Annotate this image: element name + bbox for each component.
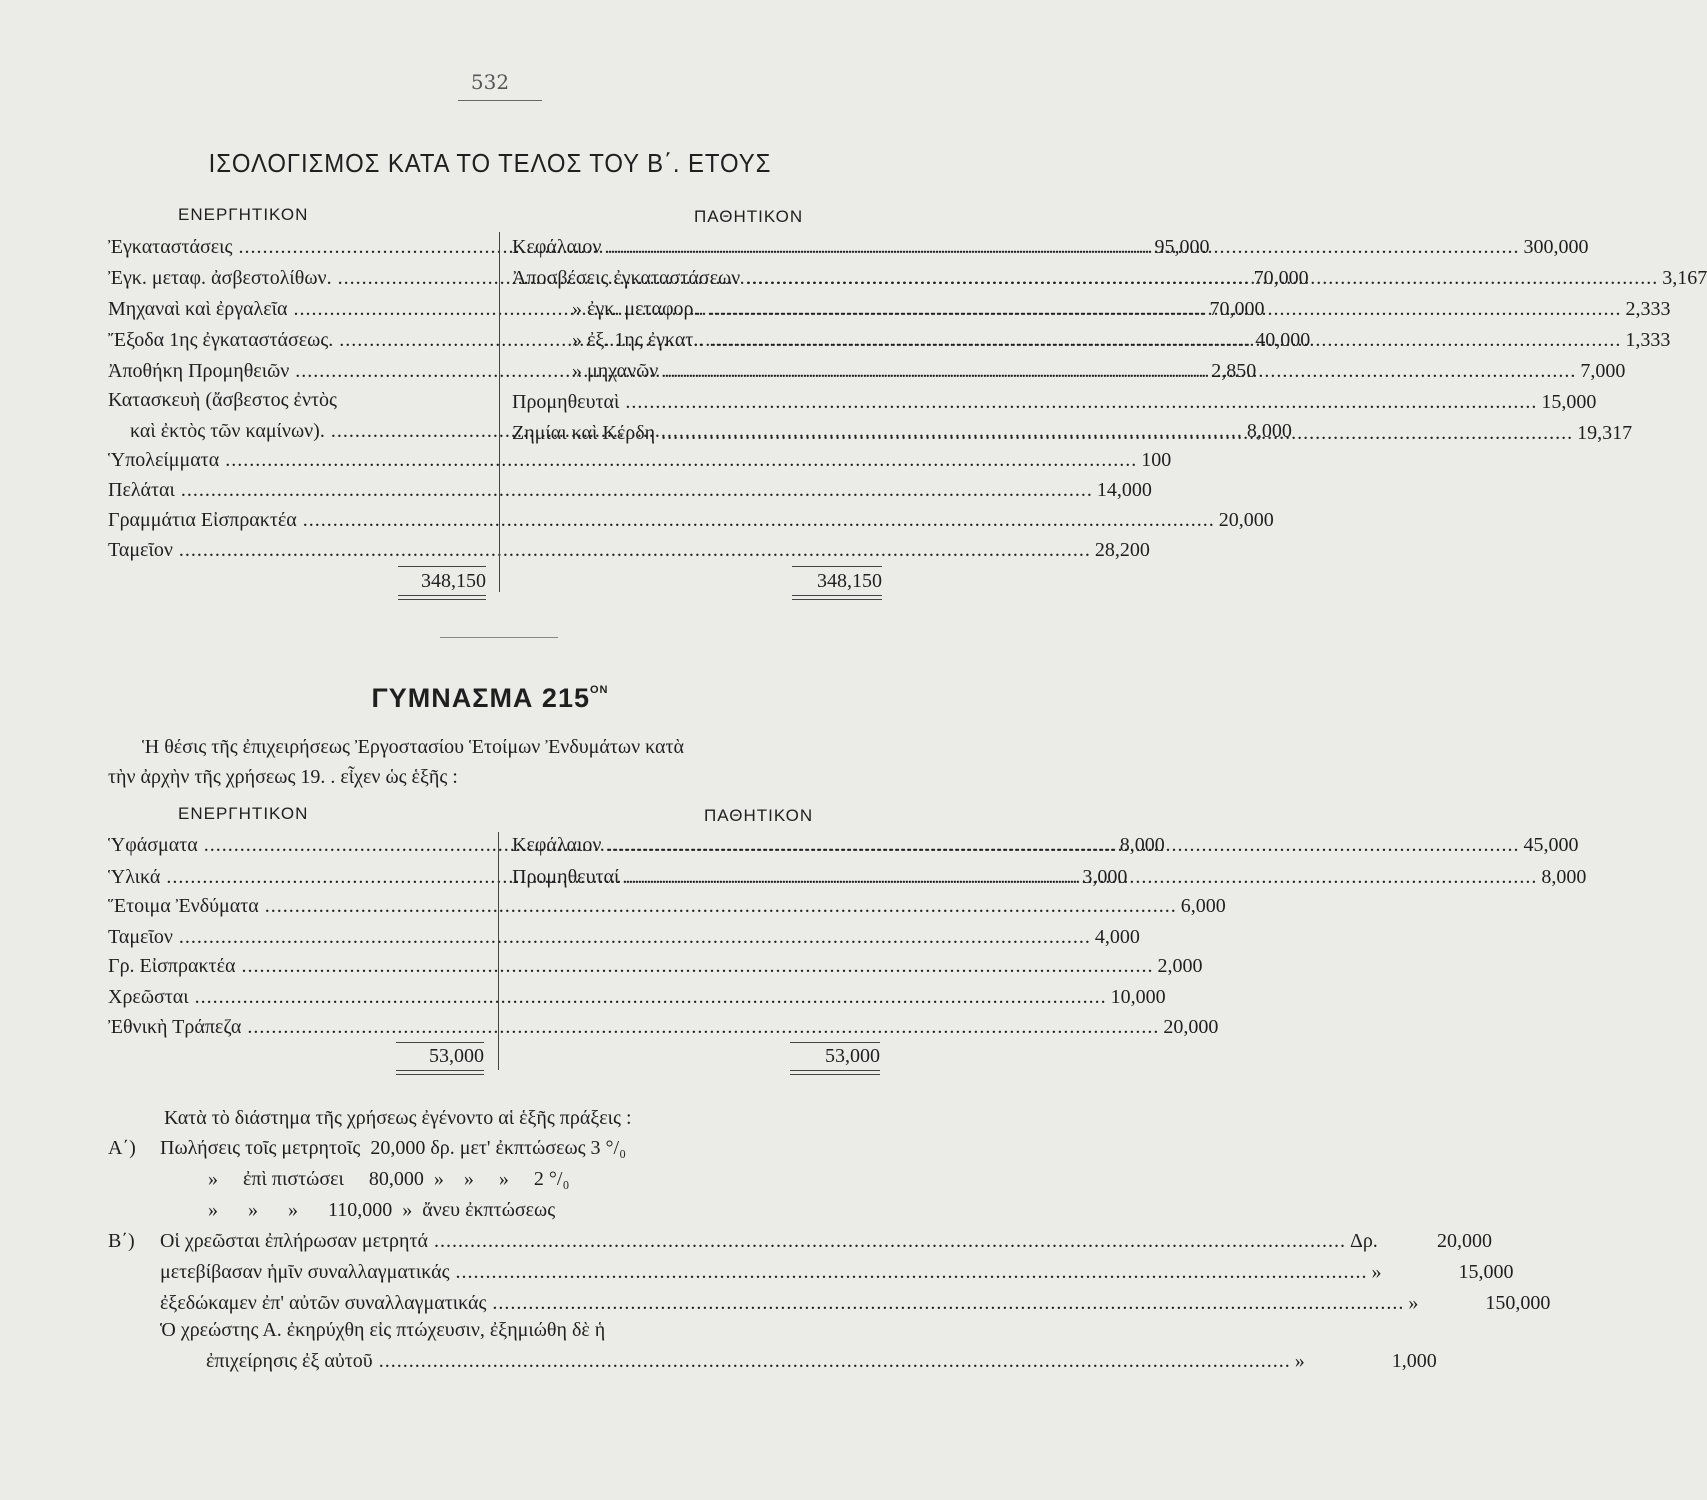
page-number: 532 (470, 70, 510, 94)
list-item: » ἐγκ. μεταφορ.. ..... 2,333 (572, 294, 882, 324)
list-item: Κεφάλαιον ..... 300,000 (512, 232, 882, 262)
opening-assets-total: 53,000 (429, 1045, 484, 1067)
list-item: μετεβίβασαν ἡμῖν συναλλαγματικάς ..... » 15,000 (160, 1257, 878, 1287)
list-item: Ὑπολείμματα ..... 100 (108, 445, 486, 475)
list-item: Ταμεῖον ..... 4,000 (108, 922, 484, 952)
column-divider (498, 832, 499, 1070)
section-a-label: Α΄) (108, 1137, 136, 1159)
list-item: καὶ ἐκτὸς τῶν καμίνων). ..... 8,000 (130, 416, 486, 446)
balance-liabilities-total: 348,150 (817, 570, 882, 592)
list-item: Ἀποθήκη Προμηθειῶν ..... 2,850 (108, 356, 486, 386)
list-item: Γρ. Εἰσπρακτέα ..... 2,000 (108, 951, 484, 981)
balance-assets-header: ΕΝΕΡΓΗΤΙΚΟΝ (178, 205, 309, 224)
opening-liabilities-header: ΠΑΘΗΤΙΚΟΝ (704, 806, 814, 825)
list-item: » μηχανῶν ..... 7,000 (572, 356, 882, 386)
list-item: Πελάται ..... 14,000 (108, 475, 486, 505)
section-b-label: Β΄) (108, 1230, 135, 1252)
total-double-rule (792, 599, 882, 600)
list-item: Ζημίαι καὶ Κέρδη ..... 19,317 (512, 418, 882, 448)
total-double-rule (396, 1070, 484, 1071)
balance-liabilities-header: ΠΑΘΗΤΙΚΟΝ (694, 207, 804, 226)
total-double-rule (790, 1074, 880, 1075)
section-b-text: Ὁ χρεώστης Α. ἐκηρύχθη εἰς πτώχευσιν, ἐξημιώθη δὲ ἡ (160, 1319, 606, 1341)
list-item: Οἱ χρεῶσται ἐπλήρωσαν μετρητά ..... Δρ. 20,000 (160, 1226, 878, 1256)
page-number-rule (458, 100, 542, 101)
list-item: Ἀποσβέσεις ἐγκαταστάσεων ..... 3,167 (512, 263, 882, 293)
total-double-rule (792, 595, 882, 596)
list-item: Κεφάλαιον ..... 45,000 (512, 830, 880, 860)
list-item: ἐπιχείρησις ἐξ αὐτοῦ ..... » 1,000 (206, 1346, 878, 1376)
total-double-rule (398, 595, 486, 596)
exercise-title: ΓΥΜΝΑΣΜΑ $215^{ON}$ (371, 683, 609, 713)
list-item: Ἐγκ. μεταφ. ἀσβεστολίθων. ..... 70,000 (108, 263, 486, 293)
section-a-line: Πωλήσεις τοῖς μετρητοῖς 20,000 δρ. μετ' ἐκπτώσεως 3 °/₀ (160, 1137, 627, 1159)
list-item: Χρεῶσται ..... 10,000 (108, 982, 484, 1012)
balance-title: ΙΣΟΛΟΓΙΣΜΟΣ ΚΑΤΑ ΤΟ ΤΕΛΟΣ ΤΟΥ Β΄. ΕΤΟΥΣ (208, 148, 772, 178)
list-item: Μηχαναὶ καὶ ἐργαλεῖα ..... 70,000 (108, 294, 486, 324)
section-a-line: » ἐπὶ πιστώσει 80,000 » » » 2 °/₀ (208, 1168, 570, 1190)
list-item: ἐξεδώκαμεν ἐπ' αὐτῶν συναλλαγματικάς ..... » 150,000 (160, 1288, 878, 1318)
opening-liabilities-total: 53,000 (825, 1045, 880, 1067)
balance-assets-total: 348,150 (421, 570, 486, 592)
intro-line-1: Ἡ θέσις τῆς ἐπιχειρήσεως Ἐργοστασίου Ἑτοίμων Ἐνδυμάτων κατὰ (142, 736, 685, 758)
total-double-rule (396, 1074, 484, 1075)
list-item-text: Κατασκευὴ (ἄσβεστος ἐντὸς (108, 389, 337, 411)
total-double-rule (790, 1070, 880, 1071)
list-item: Ἐγκαταστάσεις ..... 95,000 (108, 232, 486, 262)
list-item: Ταμεῖον ..... 28,200 (108, 535, 486, 565)
list-item: Ὑλικά ..... 3,000 (108, 862, 484, 892)
operations-intro: Κατὰ τὸ διάστημα τῆς χρήσεως ἐγένοντο αἱ ἑξῆς πράξεις : (164, 1107, 632, 1129)
intro-line-2: τὴν ἀρχὴν τῆς χρήσεως 19. . εἶχεν ὡς ἑξῆς : (108, 766, 458, 788)
section-a-line: » » » 110,000 » ἄνευ ἐκπτώσεως (208, 1199, 556, 1221)
section-divider (440, 637, 558, 638)
list-item: Ὑφάσματα ..... 8,000 (108, 830, 484, 860)
opening-assets-header: ΕΝΕΡΓΗΤΙΚΟΝ (178, 804, 309, 823)
total-double-rule (398, 599, 486, 600)
list-item: » ἐξ. 1ης ἐγκατ.. ..... 1,333 (572, 325, 882, 355)
list-item: Ἕτοιμα Ἐνδύματα ..... 6,000 (108, 891, 484, 921)
list-item: Γραμμάτια Εἰσπρακτέα ..... 20,000 (108, 505, 486, 535)
list-item: Προμηθευταὶ ..... 15,000 (512, 387, 882, 417)
list-item: Ἔξοδα 1ης ἐγκαταστάσεως. ..... 40,000 (108, 325, 486, 355)
list-item: Ἐθνικὴ Τράπεζα ..... 20,000 (108, 1012, 484, 1042)
column-divider (499, 232, 500, 592)
list-item: Προμηθευταί ..... 8,000 (512, 862, 880, 892)
